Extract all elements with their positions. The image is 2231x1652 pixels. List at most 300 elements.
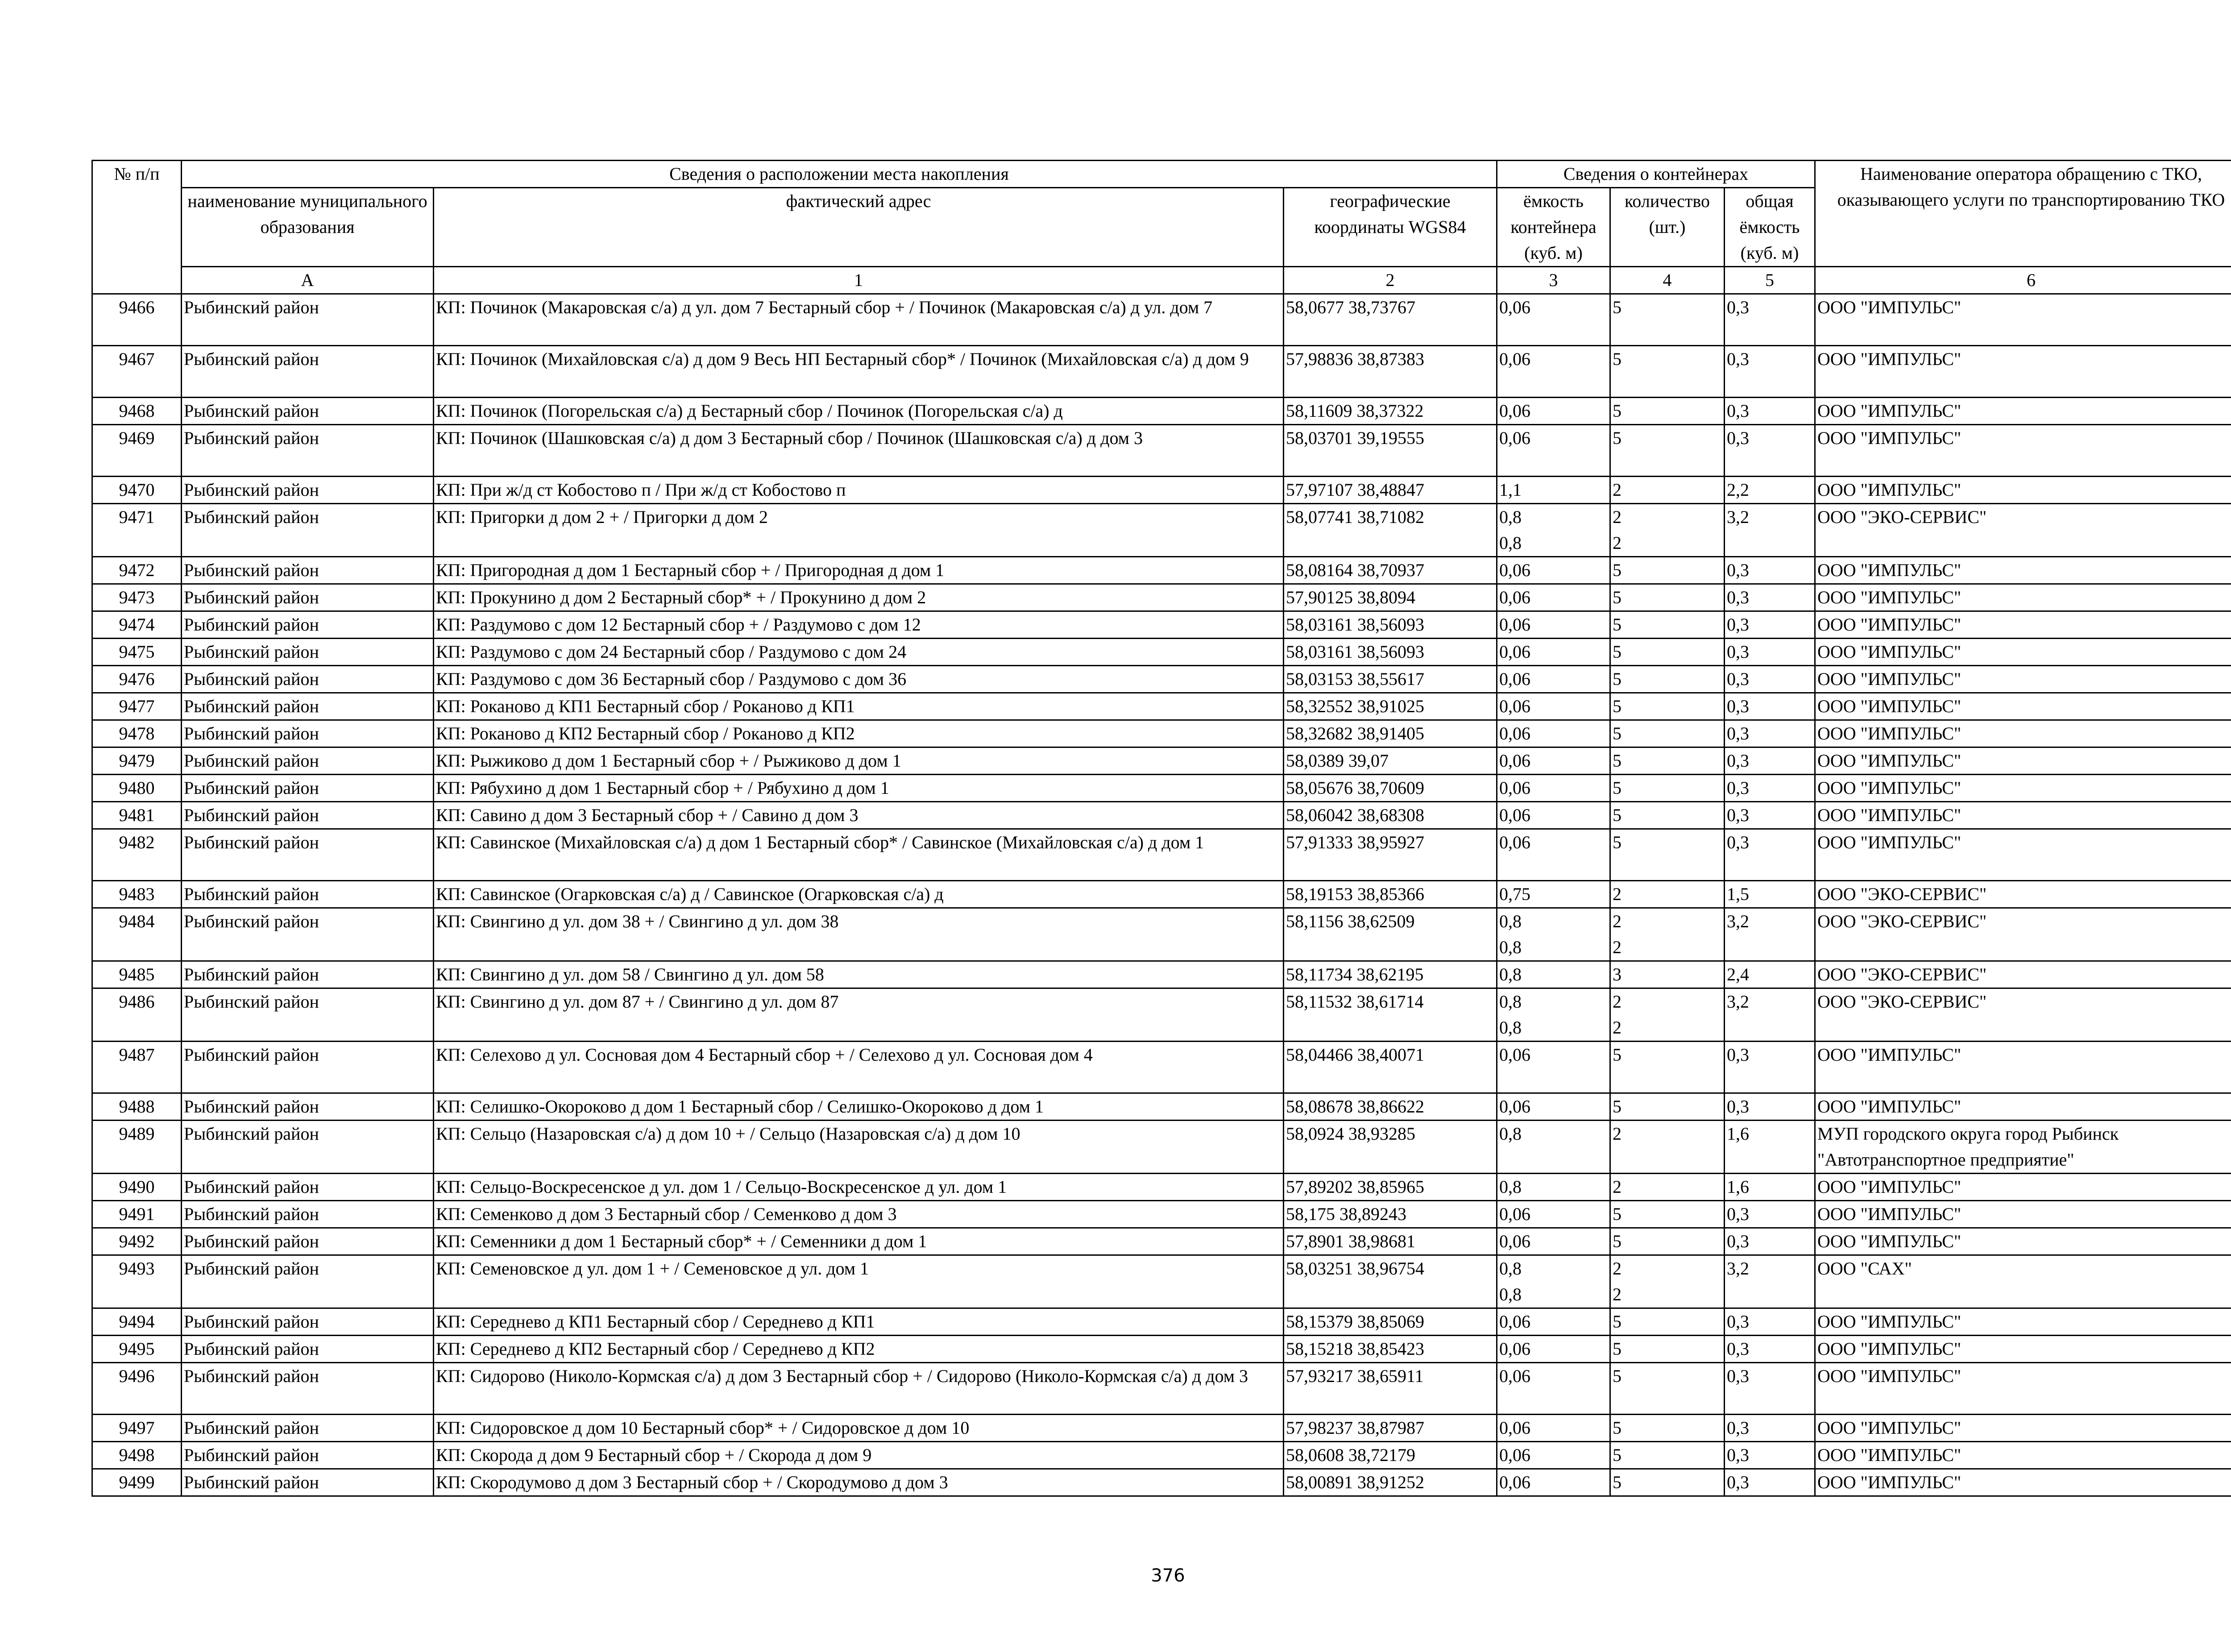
quantity-cell bbox=[1610, 802, 1725, 829]
total-capacity-cell: 0,3 bbox=[1725, 1228, 1815, 1255]
row-number: 9492 bbox=[92, 1228, 182, 1255]
quantity-cell bbox=[1610, 881, 1725, 908]
row-number: 9471 bbox=[92, 504, 182, 557]
capacity-cell bbox=[1497, 1363, 1610, 1415]
operator-cell: ООО "ЭКО-СЕРВИС" bbox=[1815, 504, 2231, 557]
table-row bbox=[92, 1121, 2231, 1174]
municipality-cell: Рыбинский район bbox=[182, 1201, 434, 1228]
header-total: общая ёмкость (куб. м) bbox=[1725, 188, 1815, 267]
total-capacity-cell: 1,5 bbox=[1725, 881, 1815, 908]
address-cell: КП: Роканово д КП1 Бестарный сбор / Роканово д КП1 bbox=[434, 693, 1284, 720]
coords-cell: 57,89202 38,85965 bbox=[1284, 1174, 1497, 1201]
quantity-cell bbox=[1610, 720, 1725, 747]
quantity-cell bbox=[1610, 666, 1725, 693]
address-cell: КП: Селишко-Окороково д дом 1 Бестарный сбор / Селишко-Окороково д дом 1 bbox=[434, 1093, 1284, 1121]
total-capacity-cell: 0,3 bbox=[1725, 666, 1815, 693]
total-capacity-cell: 3,2 bbox=[1725, 988, 1815, 1042]
address-cell: КП: Раздумово с дом 12 Бестарный сбор + / Раздумово с дом 12 bbox=[434, 611, 1284, 639]
table-row bbox=[92, 829, 2231, 881]
quantity-value: 2 bbox=[1613, 1124, 1621, 1144]
municipality-cell: Рыбинский район bbox=[182, 1415, 434, 1442]
registry-table bbox=[91, 160, 2231, 1497]
header-municipality: наименование муниципального образования bbox=[182, 188, 434, 267]
quantity-cell bbox=[1610, 1228, 1725, 1255]
address-cell: КП: Прокунино д дом 2 Бестарный сбор* + / Прокунино д дом 2 bbox=[434, 584, 1284, 611]
municipality-cell: Рыбинский район bbox=[182, 988, 434, 1042]
total-capacity-cell: 0,3 bbox=[1725, 1093, 1815, 1121]
quantity-cell bbox=[1610, 1042, 1725, 1093]
quantity-value: 2 bbox=[1613, 1177, 1621, 1197]
quantity-cell bbox=[1610, 346, 1725, 398]
operator-cell: ООО "ИМПУЛЬС" bbox=[1815, 802, 2231, 829]
row-number: 9486 bbox=[92, 988, 182, 1042]
quantity-cell bbox=[1610, 1201, 1725, 1228]
quantity-cell bbox=[1610, 775, 1725, 802]
quantity-value: 5 bbox=[1613, 805, 1621, 825]
quantity-value: 5 bbox=[1613, 1445, 1621, 1465]
capacity-value: 0,06 bbox=[1499, 1096, 1530, 1117]
capacity-cell bbox=[1497, 747, 1610, 775]
total-capacity-cell: 0,3 bbox=[1725, 557, 1815, 584]
row-number: 9485 bbox=[92, 961, 182, 988]
row-number: 9470 bbox=[92, 477, 182, 504]
capacity-cell bbox=[1497, 693, 1610, 720]
capacity-value: 0,06 bbox=[1499, 560, 1530, 580]
quantity-value: 5 bbox=[1613, 778, 1621, 798]
quantity-cell bbox=[1610, 1093, 1725, 1121]
address-cell: КП: При ж/д ст Кобостово п / При ж/д ст Кобостово п bbox=[434, 477, 1284, 504]
address-cell: КП: Пригорки д дом 2 + / Пригорки д дом 2 bbox=[434, 504, 1284, 557]
table-row bbox=[92, 1469, 2231, 1496]
municipality-cell: Рыбинский район bbox=[182, 666, 434, 693]
capacity-value: 0,06 bbox=[1499, 642, 1530, 662]
municipality-cell: Рыбинский район bbox=[182, 1363, 434, 1415]
quantity-value: 5 bbox=[1613, 297, 1621, 317]
table-row bbox=[92, 666, 2231, 693]
capacity-cell bbox=[1497, 477, 1610, 504]
quantity-cell bbox=[1610, 294, 1725, 346]
quantity-cell bbox=[1610, 1415, 1725, 1442]
table-row bbox=[92, 1308, 2231, 1336]
municipality-cell: Рыбинский район bbox=[182, 829, 434, 881]
operator-cell: ООО "ИМПУЛЬС" bbox=[1815, 557, 2231, 584]
municipality-cell: Рыбинский район bbox=[182, 584, 434, 611]
table-row bbox=[92, 720, 2231, 747]
coords-cell: 58,00891 38,91252 bbox=[1284, 1469, 1497, 1496]
coords-cell: 57,93217 38,65911 bbox=[1284, 1363, 1497, 1415]
quantity-value: 2 bbox=[1613, 533, 1621, 553]
coords-cell: 58,32682 38,91405 bbox=[1284, 720, 1497, 747]
coords-cell: 57,91333 38,95927 bbox=[1284, 829, 1497, 881]
row-number: 9474 bbox=[92, 611, 182, 639]
table-row bbox=[92, 584, 2231, 611]
total-capacity-cell: 0,3 bbox=[1725, 829, 1815, 881]
quantity-cell bbox=[1610, 1174, 1725, 1201]
coords-cell: 58,07741 38,71082 bbox=[1284, 504, 1497, 557]
quantity-cell bbox=[1610, 1255, 1725, 1308]
total-capacity-cell: 0,3 bbox=[1725, 639, 1815, 666]
capacity-cell bbox=[1497, 425, 1610, 477]
coords-cell: 57,90125 38,8094 bbox=[1284, 584, 1497, 611]
total-capacity-cell: 2,2 bbox=[1725, 477, 1815, 504]
quantity-cell bbox=[1610, 639, 1725, 666]
municipality-cell: Рыбинский район bbox=[182, 1042, 434, 1093]
municipality-cell: Рыбинский район bbox=[182, 908, 434, 961]
operator-cell: ООО "ИМПУЛЬС" bbox=[1815, 398, 2231, 425]
quantity-value: 2 bbox=[1613, 992, 1621, 1012]
address-cell: КП: Починок (Шашковская с/а) д дом 3 Бестарный сбор / Починок (Шашковская с/а) д дом 3 bbox=[434, 425, 1284, 477]
operator-cell: ООО "ИМПУЛЬС" bbox=[1815, 294, 2231, 346]
quantity-value: 2 bbox=[1613, 1258, 1621, 1278]
coords-cell: 58,0608 38,72179 bbox=[1284, 1442, 1497, 1469]
header-coords: географические координаты WGS84 bbox=[1284, 188, 1497, 267]
operator-cell: ООО "ИМПУЛЬС" bbox=[1815, 829, 2231, 881]
address-cell: КП: Пригородная д дом 1 Бестарный сбор + / Пригородная д дом 1 bbox=[434, 557, 1284, 584]
quantity-cell bbox=[1610, 988, 1725, 1042]
row-number: 9480 bbox=[92, 775, 182, 802]
address-cell: КП: Свингино д ул. дом 87 + / Свингино д ул. дом 87 bbox=[434, 988, 1284, 1042]
capacity-cell bbox=[1497, 557, 1610, 584]
municipality-cell: Рыбинский район bbox=[182, 1336, 434, 1363]
capacity-cell bbox=[1497, 1174, 1610, 1201]
total-capacity-cell: 1,6 bbox=[1725, 1121, 1815, 1174]
total-capacity-cell: 3,2 bbox=[1725, 1255, 1815, 1308]
row-number: 9476 bbox=[92, 666, 182, 693]
total-capacity-cell: 0,3 bbox=[1725, 693, 1815, 720]
address-cell: КП: Середнево д КП2 Бестарный сбор / Середнево д КП2 bbox=[434, 1336, 1284, 1363]
quantity-value: 2 bbox=[1613, 480, 1621, 500]
row-number: 9488 bbox=[92, 1093, 182, 1121]
total-capacity-cell: 0,3 bbox=[1725, 1363, 1815, 1415]
row-number: 9498 bbox=[92, 1442, 182, 1469]
address-cell: КП: Раздумово с дом 24 Бестарный сбор / Раздумово с дом 24 bbox=[434, 639, 1284, 666]
quantity-value: 2 bbox=[1613, 507, 1621, 527]
address-cell: КП: Селехово д ул. Сосновая дом 4 Бестарный сбор + / Селехово д ул. Сосновая дом 4 bbox=[434, 1042, 1284, 1093]
capacity-cell bbox=[1497, 294, 1610, 346]
coords-cell: 57,98237 38,87987 bbox=[1284, 1415, 1497, 1442]
row-number: 9482 bbox=[92, 829, 182, 881]
capacity-cell bbox=[1497, 1228, 1610, 1255]
page-number: 376 bbox=[1151, 1565, 1185, 1586]
capacity-cell bbox=[1497, 775, 1610, 802]
municipality-cell: Рыбинский район bbox=[182, 639, 434, 666]
coords-cell: 58,0677 38,73767 bbox=[1284, 294, 1497, 346]
operator-cell: ООО "ЭКО-СЕРВИС" bbox=[1815, 881, 2231, 908]
total-capacity-cell: 0,3 bbox=[1725, 720, 1815, 747]
quantity-cell bbox=[1610, 1121, 1725, 1174]
index-cell: 4 bbox=[1610, 267, 1725, 294]
capacity-cell bbox=[1497, 988, 1610, 1042]
coords-cell: 58,03161 38,56093 bbox=[1284, 611, 1497, 639]
operator-cell: ООО "ИМПУЛЬС" bbox=[1815, 584, 2231, 611]
quantity-value: 5 bbox=[1613, 349, 1621, 369]
total-capacity-cell: 0,3 bbox=[1725, 1469, 1815, 1496]
row-number: 9484 bbox=[92, 908, 182, 961]
quantity-value: 2 bbox=[1613, 1017, 1621, 1038]
coords-cell: 58,32552 38,91025 bbox=[1284, 693, 1497, 720]
capacity-value: 0,06 bbox=[1499, 1418, 1530, 1438]
capacity-cell bbox=[1497, 1201, 1610, 1228]
total-capacity-cell: 0,3 bbox=[1725, 294, 1815, 346]
capacity-value: 0,06 bbox=[1499, 428, 1530, 448]
coords-cell: 58,03701 39,19555 bbox=[1284, 425, 1497, 477]
capacity-value: 0,8 bbox=[1499, 964, 1522, 984]
municipality-cell: Рыбинский район bbox=[182, 1093, 434, 1121]
capacity-cell bbox=[1497, 398, 1610, 425]
index-cell: 2 bbox=[1284, 267, 1497, 294]
address-cell: КП: Починок (Погорельская с/а) д Бестарный сбор / Починок (Погорельская с/а) д bbox=[434, 398, 1284, 425]
address-cell: КП: Савинское (Михайловская с/а) д дом 1 Бестарный сбор* / Савинское (Михайловская с/а) д дом 1 bbox=[434, 829, 1284, 881]
capacity-value: 0,06 bbox=[1499, 696, 1530, 716]
total-capacity-cell: 0,3 bbox=[1725, 398, 1815, 425]
row-number: 9469 bbox=[92, 425, 182, 477]
table-row bbox=[92, 1363, 2231, 1415]
address-cell: КП: Семенково д дом 3 Бестарный сбор / Семенково д дом 3 bbox=[434, 1201, 1284, 1228]
quantity-value: 5 bbox=[1613, 1204, 1621, 1224]
municipality-cell: Рыбинский район bbox=[182, 720, 434, 747]
quantity-cell bbox=[1610, 693, 1725, 720]
capacity-value: 0,8 bbox=[1499, 507, 1522, 527]
total-capacity-cell: 0,3 bbox=[1725, 346, 1815, 398]
table-row bbox=[92, 611, 2231, 639]
address-cell: КП: Рябухино д дом 1 Бестарный сбор + / Рябухино д дом 1 bbox=[434, 775, 1284, 802]
quantity-cell bbox=[1610, 1442, 1725, 1469]
quantity-value: 5 bbox=[1613, 1472, 1621, 1492]
municipality-cell: Рыбинский район bbox=[182, 693, 434, 720]
capacity-value: 0,06 bbox=[1499, 832, 1530, 852]
address-cell: КП: Роканово д КП2 Бестарный сбор / Роканово д КП2 bbox=[434, 720, 1284, 747]
total-capacity-cell: 0,3 bbox=[1725, 1201, 1815, 1228]
row-number: 9491 bbox=[92, 1201, 182, 1228]
table-row bbox=[92, 1336, 2231, 1363]
table-row bbox=[92, 1442, 2231, 1469]
capacity-cell bbox=[1497, 908, 1610, 961]
operator-cell: ООО "ИМПУЛЬС" bbox=[1815, 1363, 2231, 1415]
total-capacity-cell: 0,3 bbox=[1725, 1442, 1815, 1469]
capacity-value: 0,06 bbox=[1499, 778, 1530, 798]
capacity-cell bbox=[1497, 1255, 1610, 1308]
table-row bbox=[92, 1255, 2231, 1308]
quantity-value: 5 bbox=[1613, 401, 1621, 421]
capacity-cell bbox=[1497, 1415, 1610, 1442]
municipality-cell: Рыбинский район bbox=[182, 425, 434, 477]
municipality-cell: Рыбинский район bbox=[182, 504, 434, 557]
table-row bbox=[92, 504, 2231, 557]
quantity-value: 3 bbox=[1613, 964, 1621, 984]
address-cell: КП: Сидоровское д дом 10 Бестарный сбор* + / Сидоровское д дом 10 bbox=[434, 1415, 1284, 1442]
address-cell: КП: Савино д дом 3 Бестарный сбор + / Савино д дом 3 bbox=[434, 802, 1284, 829]
capacity-value: 0,75 bbox=[1499, 884, 1530, 904]
header-quantity: количество (шт.) bbox=[1610, 188, 1725, 267]
capacity-value: 0,8 bbox=[1499, 1284, 1522, 1304]
quantity-cell bbox=[1610, 1469, 1725, 1496]
quantity-cell bbox=[1610, 584, 1725, 611]
row-number: 9499 bbox=[92, 1469, 182, 1496]
address-cell: КП: Сельцо-Воскресенское д ул. дом 1 / Сельцо-Воскресенское д ул. дом 1 bbox=[434, 1174, 1284, 1201]
operator-cell: ООО "ИМПУЛЬС" bbox=[1815, 1308, 2231, 1336]
municipality-cell: Рыбинский район bbox=[182, 802, 434, 829]
address-cell: КП: Середнево д КП1 Бестарный сбор / Середнево д КП1 bbox=[434, 1308, 1284, 1336]
municipality-cell: Рыбинский район bbox=[182, 611, 434, 639]
capacity-cell bbox=[1497, 961, 1610, 988]
capacity-cell bbox=[1497, 666, 1610, 693]
operator-cell: ООО "ИМПУЛЬС" bbox=[1815, 1093, 2231, 1121]
total-capacity-cell: 3,2 bbox=[1725, 504, 1815, 557]
quantity-value: 5 bbox=[1613, 1096, 1621, 1117]
quantity-cell bbox=[1610, 829, 1725, 881]
address-cell: КП: Свингино д ул. дом 38 + / Свингино д ул. дом 38 bbox=[434, 908, 1284, 961]
table-row bbox=[92, 961, 2231, 988]
row-number: 9478 bbox=[92, 720, 182, 747]
quantity-cell bbox=[1610, 747, 1725, 775]
address-cell: КП: Скородумово д дом 3 Бестарный сбор + / Скородумово д дом 3 bbox=[434, 1469, 1284, 1496]
capacity-cell bbox=[1497, 584, 1610, 611]
header-capacity: ёмкость контейнера (куб. м) bbox=[1497, 188, 1610, 267]
coords-cell: 58,11734 38,62195 bbox=[1284, 961, 1497, 988]
coords-cell: 58,08164 38,70937 bbox=[1284, 557, 1497, 584]
address-cell: КП: Сельцо (Назаровская с/а) д дом 10 + / Сельцо (Назаровская с/а) д дом 10 bbox=[434, 1121, 1284, 1174]
coords-cell: 58,15218 38,85423 bbox=[1284, 1336, 1497, 1363]
table-row bbox=[92, 881, 2231, 908]
capacity-value: 0,06 bbox=[1499, 1231, 1530, 1251]
index-cell: 3 bbox=[1497, 267, 1610, 294]
municipality-cell: Рыбинский район bbox=[182, 398, 434, 425]
capacity-cell bbox=[1497, 611, 1610, 639]
address-cell: КП: Починок (Макаровская с/а) д ул. дом 7 Бестарный сбор + / Починок (Макаровская с/а) д ул. дом 7 bbox=[434, 294, 1284, 346]
operator-cell: ООО "ЭКО-СЕРВИС" bbox=[1815, 908, 2231, 961]
capacity-value: 0,06 bbox=[1499, 805, 1530, 825]
row-number: 9479 bbox=[92, 747, 182, 775]
index-cell: 1 bbox=[434, 267, 1284, 294]
row-number: 9481 bbox=[92, 802, 182, 829]
capacity-value: 0,06 bbox=[1499, 1339, 1530, 1359]
quantity-cell bbox=[1610, 398, 1725, 425]
total-capacity-cell: 1,6 bbox=[1725, 1174, 1815, 1201]
quantity-cell bbox=[1610, 1308, 1725, 1336]
capacity-cell bbox=[1497, 1336, 1610, 1363]
row-number: 9497 bbox=[92, 1415, 182, 1442]
table-row bbox=[92, 1174, 2231, 1201]
operator-cell: ООО "ИМПУЛЬС" bbox=[1815, 1469, 2231, 1496]
row-number: 9494 bbox=[92, 1308, 182, 1336]
quantity-value: 5 bbox=[1613, 1366, 1621, 1386]
table-row bbox=[92, 988, 2231, 1042]
capacity-cell bbox=[1497, 346, 1610, 398]
table-row bbox=[92, 425, 2231, 477]
row-number: 9466 bbox=[92, 294, 182, 346]
index-cell: А bbox=[182, 267, 434, 294]
quantity-value: 5 bbox=[1613, 428, 1621, 448]
quantity-value: 5 bbox=[1613, 1045, 1621, 1065]
coords-cell: 57,8901 38,98681 bbox=[1284, 1228, 1497, 1255]
total-capacity-cell: 3,2 bbox=[1725, 908, 1815, 961]
capacity-value: 0,06 bbox=[1499, 751, 1530, 771]
table-row bbox=[92, 747, 2231, 775]
row-number: 9490 bbox=[92, 1174, 182, 1201]
coords-cell: 58,03251 38,96754 bbox=[1284, 1255, 1497, 1308]
capacity-value: 0,8 bbox=[1499, 533, 1522, 553]
address-cell: КП: Рыжиково д дом 1 Бестарный сбор + / Рыжиково д дом 1 bbox=[434, 747, 1284, 775]
index-cell: 6 bbox=[1815, 267, 2231, 294]
capacity-value: 0,8 bbox=[1499, 1177, 1522, 1197]
capacity-cell bbox=[1497, 1093, 1610, 1121]
quantity-cell bbox=[1610, 908, 1725, 961]
operator-cell: ООО "ИМПУЛЬС" bbox=[1815, 1201, 2231, 1228]
capacity-value: 0,06 bbox=[1499, 1366, 1530, 1386]
capacity-value: 0,06 bbox=[1499, 614, 1530, 635]
capacity-cell bbox=[1497, 720, 1610, 747]
capacity-value: 0,06 bbox=[1499, 1204, 1530, 1224]
address-cell: КП: Семенники д дом 1 Бестарный сбор* + / Семенники д дом 1 bbox=[434, 1228, 1284, 1255]
header-num: № п/п bbox=[92, 161, 182, 294]
quantity-cell bbox=[1610, 504, 1725, 557]
operator-cell: ООО "ИМПУЛЬС" bbox=[1815, 639, 2231, 666]
total-capacity-cell: 0,3 bbox=[1725, 1415, 1815, 1442]
capacity-value: 0,06 bbox=[1499, 1472, 1530, 1492]
quantity-value: 5 bbox=[1613, 696, 1621, 716]
municipality-cell: Рыбинский район bbox=[182, 294, 434, 346]
table-row bbox=[92, 1201, 2231, 1228]
capacity-cell bbox=[1497, 639, 1610, 666]
coords-cell: 58,11609 38,37322 bbox=[1284, 398, 1497, 425]
quantity-value: 5 bbox=[1613, 723, 1621, 743]
operator-cell: ООО "ИМПУЛЬС" bbox=[1815, 1336, 2231, 1363]
row-number: 9467 bbox=[92, 346, 182, 398]
municipality-cell: Рыбинский район bbox=[182, 1228, 434, 1255]
quantity-cell bbox=[1610, 425, 1725, 477]
row-number: 9468 bbox=[92, 398, 182, 425]
quantity-cell bbox=[1610, 1336, 1725, 1363]
header-address: фактический адрес bbox=[434, 188, 1284, 267]
quantity-value: 5 bbox=[1613, 832, 1621, 852]
address-cell: КП: Савинское (Огарковская с/а) д / Савинское (Огарковская с/а) д bbox=[434, 881, 1284, 908]
operator-cell: МУП городского округа город Рыбинск "Автотранспортное предприятие" bbox=[1815, 1121, 2231, 1174]
capacity-cell bbox=[1497, 829, 1610, 881]
capacity-value: 0,06 bbox=[1499, 349, 1530, 369]
municipality-cell: Рыбинский район bbox=[182, 1469, 434, 1496]
operator-cell: ООО "ИМПУЛЬС" bbox=[1815, 1228, 2231, 1255]
coords-cell: 58,175 38,89243 bbox=[1284, 1201, 1497, 1228]
table-row bbox=[92, 398, 2231, 425]
municipality-cell: Рыбинский район bbox=[182, 1121, 434, 1174]
table-row bbox=[92, 908, 2231, 961]
index-row bbox=[92, 267, 2231, 294]
table-row bbox=[92, 1228, 2231, 1255]
quantity-value: 5 bbox=[1613, 587, 1621, 607]
table-row bbox=[92, 346, 2231, 398]
table-row bbox=[92, 294, 2231, 346]
total-capacity-cell: 0,3 bbox=[1725, 775, 1815, 802]
header-containers-group: Сведения о контейнерах bbox=[1497, 161, 1815, 188]
capacity-value: 0,8 bbox=[1499, 1258, 1522, 1278]
coords-cell: 58,06042 38,68308 bbox=[1284, 802, 1497, 829]
capacity-value: 0,06 bbox=[1499, 297, 1530, 317]
row-number: 9496 bbox=[92, 1363, 182, 1415]
address-cell: КП: Семеновское д ул. дом 1 + / Семеновское д ул. дом 1 bbox=[434, 1255, 1284, 1308]
coords-cell: 58,15379 38,85069 bbox=[1284, 1308, 1497, 1336]
quantity-value: 5 bbox=[1613, 1231, 1621, 1251]
operator-cell: ООО "ЭКО-СЕРВИС" bbox=[1815, 961, 2231, 988]
table-row bbox=[92, 802, 2231, 829]
table-row bbox=[92, 1415, 2231, 1442]
quantity-value: 2 bbox=[1613, 937, 1621, 957]
total-capacity-cell: 0,3 bbox=[1725, 584, 1815, 611]
table-body bbox=[92, 294, 2231, 1496]
municipality-cell: Рыбинский район bbox=[182, 747, 434, 775]
total-capacity-cell: 2,4 bbox=[1725, 961, 1815, 988]
operator-cell: ООО "ИМПУЛЬС" bbox=[1815, 1415, 2231, 1442]
operator-cell: ООО "ИМПУЛЬС" bbox=[1815, 425, 2231, 477]
